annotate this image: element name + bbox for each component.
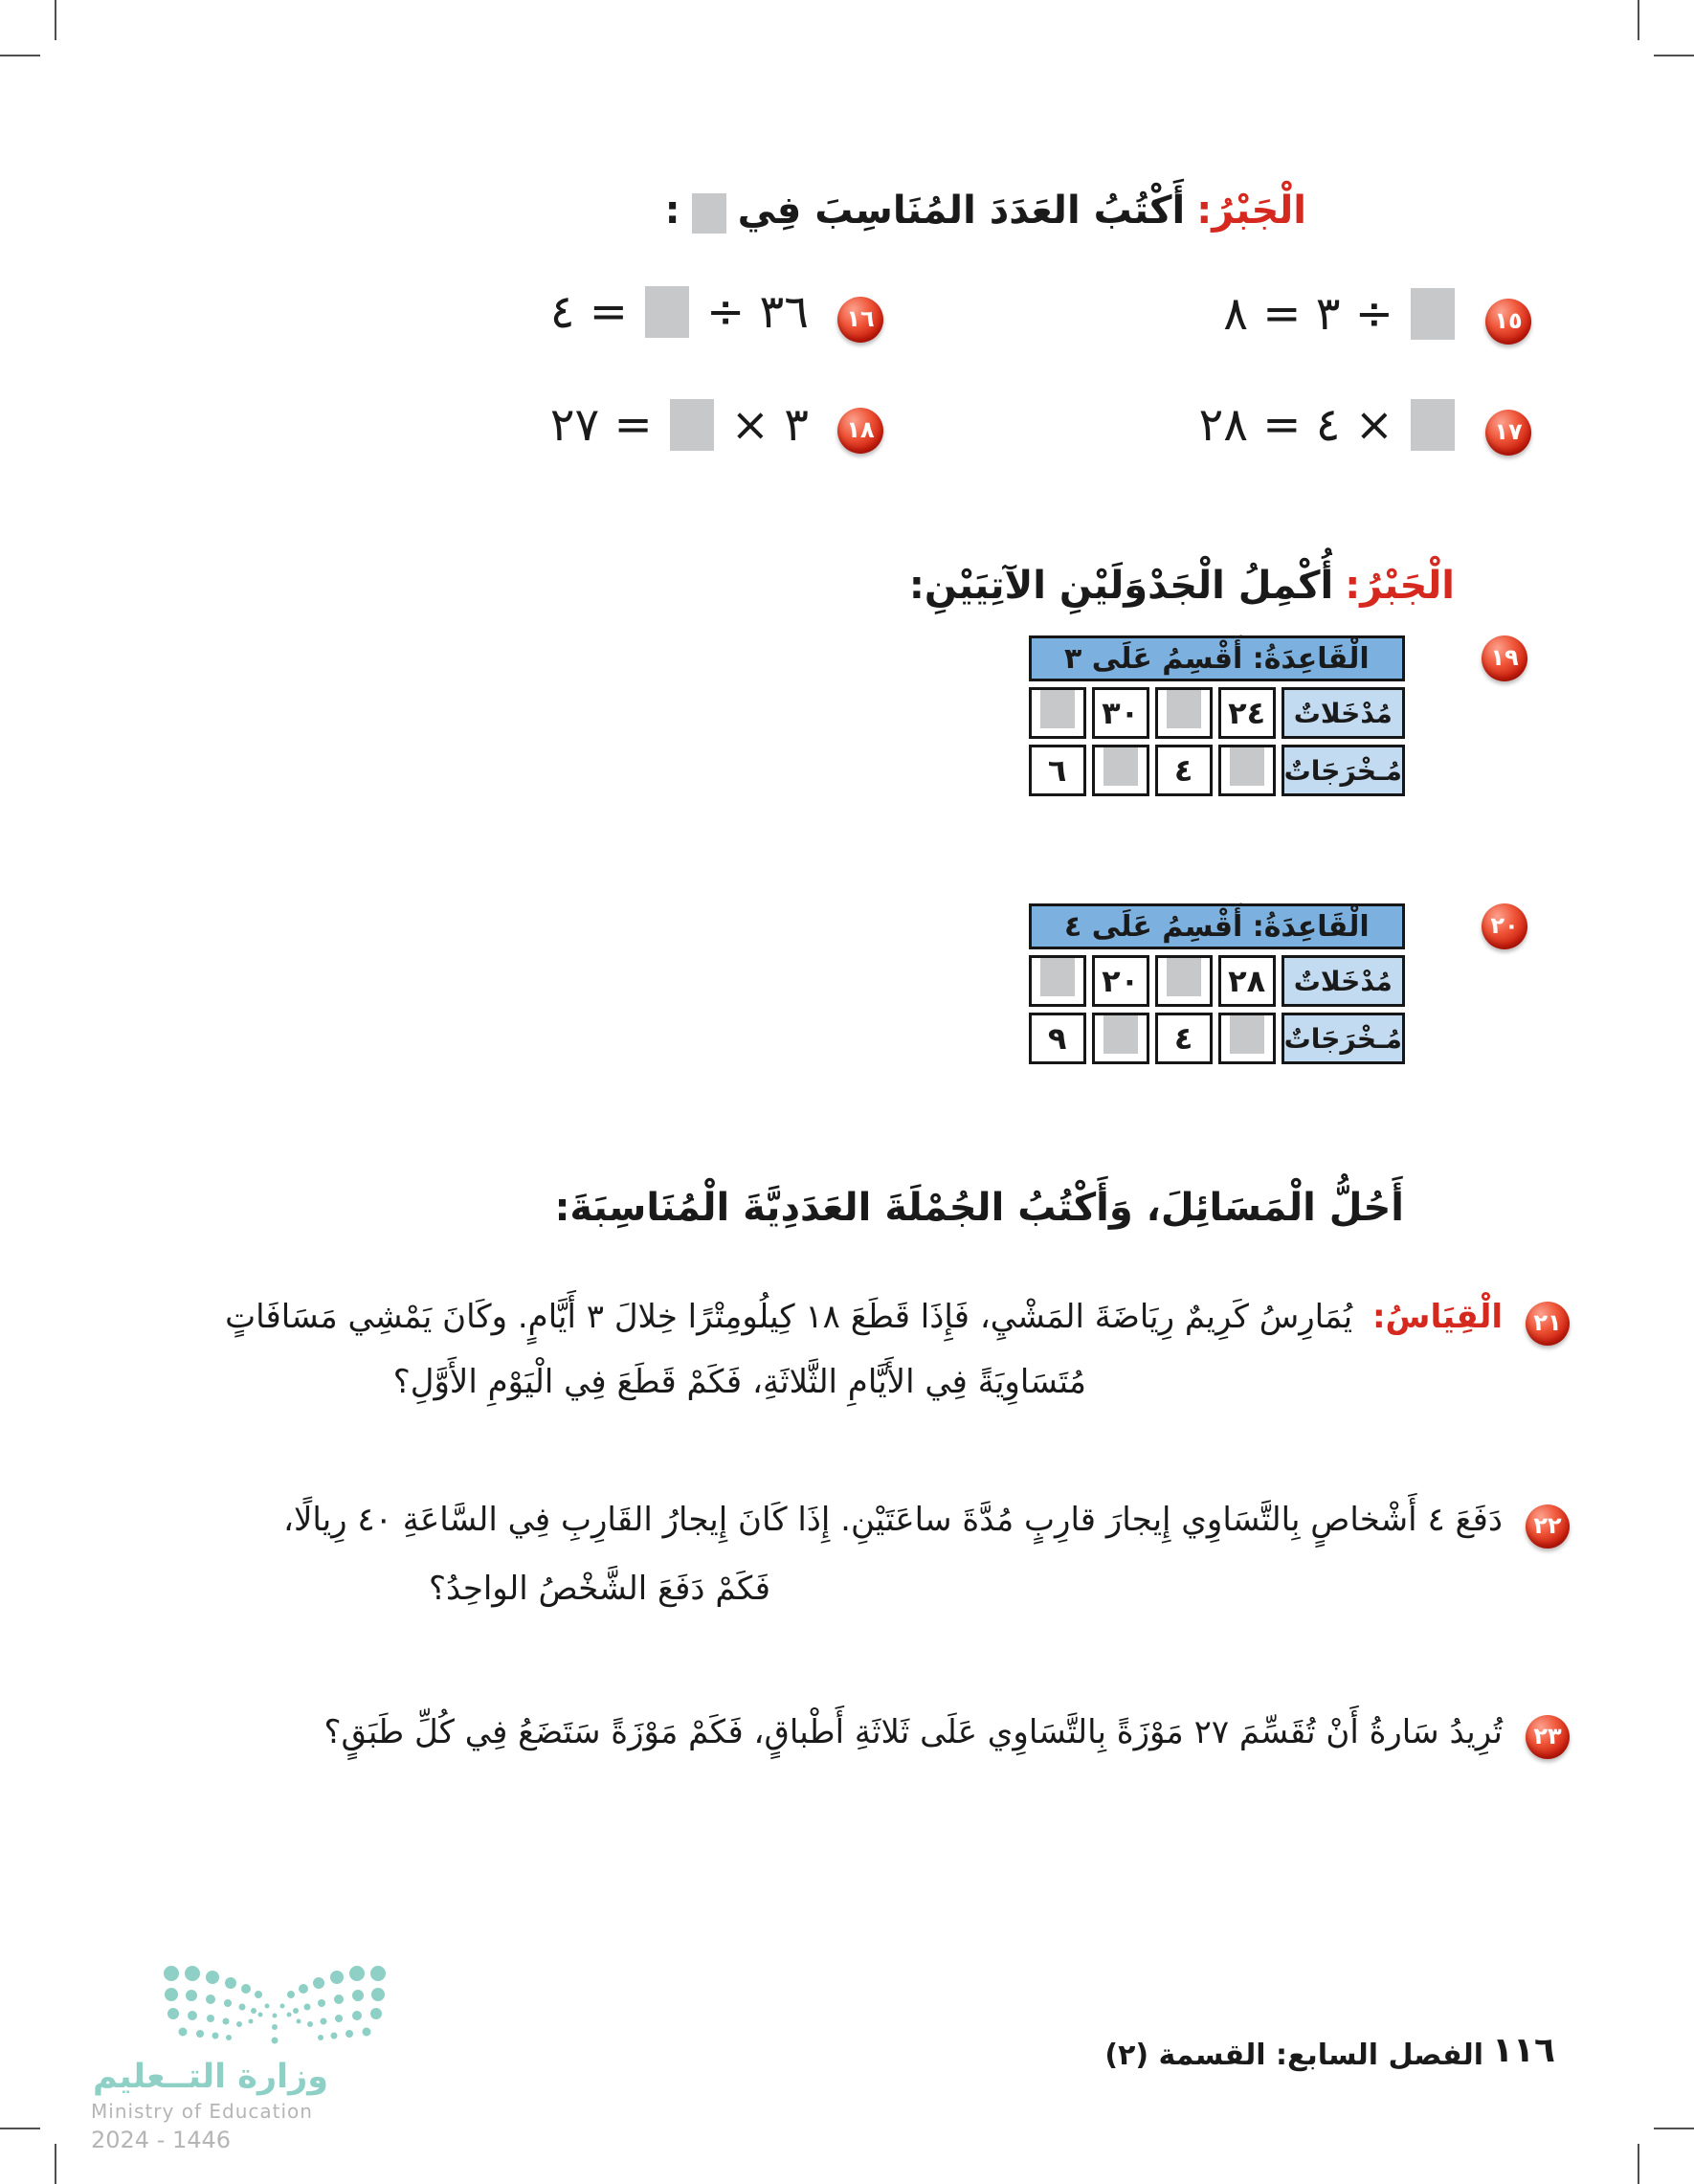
crop-mark [55, 0, 56, 40]
answer-box[interactable] [1230, 1015, 1264, 1054]
problem-18-badge: ١٨ [837, 408, 883, 454]
problem-15-badge: ١٥ [1485, 299, 1531, 345]
table-row [1029, 955, 1405, 1007]
answer-box[interactable] [1411, 399, 1455, 451]
crop-mark [1654, 55, 1694, 56]
problem-23-line1: تُرِيدُ سَارةُ أَنْ تُقَسِّمَ ٢٧ مَوْزَةً بِالتَّسَاوِي عَلَى ثَلاثَةِ أَطْباقٍ، فَكَمْ مَوْزَةً سَتَضَعُ فِي كُلِّ طَبَقٍ؟ [323, 1713, 1503, 1751]
table-row [1029, 687, 1405, 739]
answer-box[interactable] [1103, 1015, 1138, 1054]
table-rule: الْقَاعِدَةُ: أَقْسِمُ عَلَى ٤ [1029, 903, 1405, 949]
equation-15 [1223, 287, 1455, 341]
problem-17-badge: ١٧ [1485, 410, 1531, 456]
problem-22-line2: فَكَمْ دَفَعَ الشَّخْصُ الواحِدُ؟ [428, 1570, 770, 1608]
crop-mark [1654, 2128, 1694, 2129]
function-table-20 [1023, 898, 1411, 1070]
row-label-inputs: مُدْخَلاتٌ [1282, 955, 1405, 1007]
row-label-outputs: مُـخْرَجَاتٌ [1282, 745, 1405, 796]
answer-box[interactable] [1167, 958, 1201, 996]
problem-19-badge: ١٩ [1482, 635, 1527, 681]
function-table-19 [1023, 630, 1411, 802]
problem-21-badge: ٢١ [1526, 1302, 1570, 1346]
equation-text: ٣ × [730, 398, 809, 452]
problem-23-badge: ٢٣ [1526, 1715, 1570, 1759]
section-instruction: أَحُلُّ الْمَسَائِلَ، وَأَكْتُبُ الجُمْلَةَ العَدَدِيَّةَ الْمُنَاسِبَةَ: [554, 1186, 1404, 1230]
ministry-logo-dots [160, 1960, 390, 2052]
crop-mark [0, 55, 40, 56]
page-number: ١١٦ [1492, 2031, 1555, 2070]
table-cell: ٢٨ [1218, 955, 1276, 1007]
problem-21-label: الْقِيَاسُ: [1371, 1298, 1503, 1336]
equation-16 [550, 285, 809, 339]
answer-box[interactable] [1230, 747, 1264, 786]
problem-16-badge: ١٦ [837, 297, 883, 343]
crop-mark [1638, 0, 1639, 40]
section-header-solve [554, 1177, 1404, 1238]
equation-17 [1198, 398, 1455, 452]
equation-text: = ٤ [549, 285, 628, 339]
table-row [1029, 1013, 1405, 1064]
problem-22-line1: دَفَعَ ٤ أَشْخاصٍ بِالتَّسَاوِي إِيجارَ قارِبٍ مُدَّةَ ساعَتَيْنِ. إِذَا كَانَ إِيجارُ القَارِبِ فِي السَّاعَةِ ٤٠ رِيالًا، [283, 1501, 1503, 1539]
section-instruction: أُكْمِلُ الْجَدْوَلَيْنِ الآتِيَيْنِ: [908, 564, 1334, 608]
table-cell [1218, 1013, 1276, 1064]
table-cell: ٢٤ [1218, 687, 1276, 739]
answer-box[interactable] [670, 399, 714, 451]
table-rule: الْقَاعِدَةُ: أَقْسِمُ عَلَى ٣ [1029, 635, 1405, 681]
equation-text: × ٤ = ٢٨ [1198, 398, 1393, 452]
equation-18 [550, 398, 809, 452]
colon: : [664, 189, 680, 233]
table-cell [1029, 687, 1086, 739]
answer-box[interactable] [692, 193, 726, 234]
crop-mark [1638, 2144, 1639, 2184]
ministry-logo-english: Ministry of Education [91, 2100, 313, 2123]
ministry-logo-arabic: وزارة التــعليم [92, 2058, 328, 2096]
problem-20-badge: ٢٠ [1482, 903, 1527, 949]
table-cell [1029, 955, 1086, 1007]
equation-text: ÷ ٣ = ٨ [1223, 287, 1393, 341]
ministry-logo-years: 2024 - 1446 [91, 2127, 232, 2153]
equation-text: ٣٦ ÷ [705, 285, 809, 339]
row-label-outputs: مُـخْرَجَاتٌ [1282, 1013, 1405, 1064]
answer-box[interactable] [1040, 690, 1075, 728]
table-cell [1092, 745, 1149, 796]
equation-text: = ٢٧ [549, 398, 653, 452]
table-cell: ٤ [1155, 1013, 1213, 1064]
table-cell: ٢٠ [1092, 955, 1149, 1007]
table-cell [1155, 687, 1213, 739]
section-header-algebra-1 [665, 180, 1306, 241]
table-cell: ٣٠ [1092, 687, 1149, 739]
ministry-logo [91, 1960, 378, 2153]
problem-21-text: يُمَارِسُ كَرِيمٌ رِيَاضَةَ المَشْيِ، فَإِذَا قَطَعَ ١٨ كِيلُومِتْرًا خِلالَ ٣ أَيَّامٍ. وكَانَ يَمْشِي مَسَافَاتٍ [225, 1298, 1353, 1336]
answer-box[interactable] [645, 286, 689, 338]
section-label: الْجَبْرُ: [1345, 564, 1455, 608]
row-label-inputs: مُدْخَلاتٌ [1282, 687, 1405, 739]
table-row [1029, 745, 1405, 796]
table-cell [1155, 955, 1213, 1007]
answer-box[interactable] [1040, 958, 1075, 996]
problem-22-badge: ٢٢ [1526, 1504, 1570, 1549]
table-cell: ٩ [1029, 1013, 1086, 1064]
problem-21-line2: مُتَسَاوِيَةً فِي الأَيَّامِ الثَّلاثَةِ، فَكَمْ قَطَعَ فِي الْيَوْمِ الأَوَّلِ؟ [392, 1363, 1086, 1401]
section-instruction: أَكْتُبُ العَدَدَ المُنَاسِبَ فِي [737, 189, 1186, 233]
answer-box[interactable] [1411, 288, 1455, 340]
crop-mark [0, 2128, 40, 2129]
section-label: الْجَبْرُ: [1196, 189, 1306, 233]
section-header-algebra-2 [909, 555, 1455, 616]
footer-chapter-title: الفصل السابع: القسمة (٢) [1104, 2039, 1483, 2072]
answer-box[interactable] [1103, 747, 1138, 786]
table-cell: ٦ [1029, 745, 1086, 796]
problem-21-line1 [225, 1286, 1503, 1348]
crop-mark [55, 2144, 56, 2184]
table-cell: ٤ [1155, 745, 1213, 796]
table-cell [1092, 1013, 1149, 1064]
answer-box[interactable] [1167, 690, 1201, 728]
table-cell [1218, 745, 1276, 796]
